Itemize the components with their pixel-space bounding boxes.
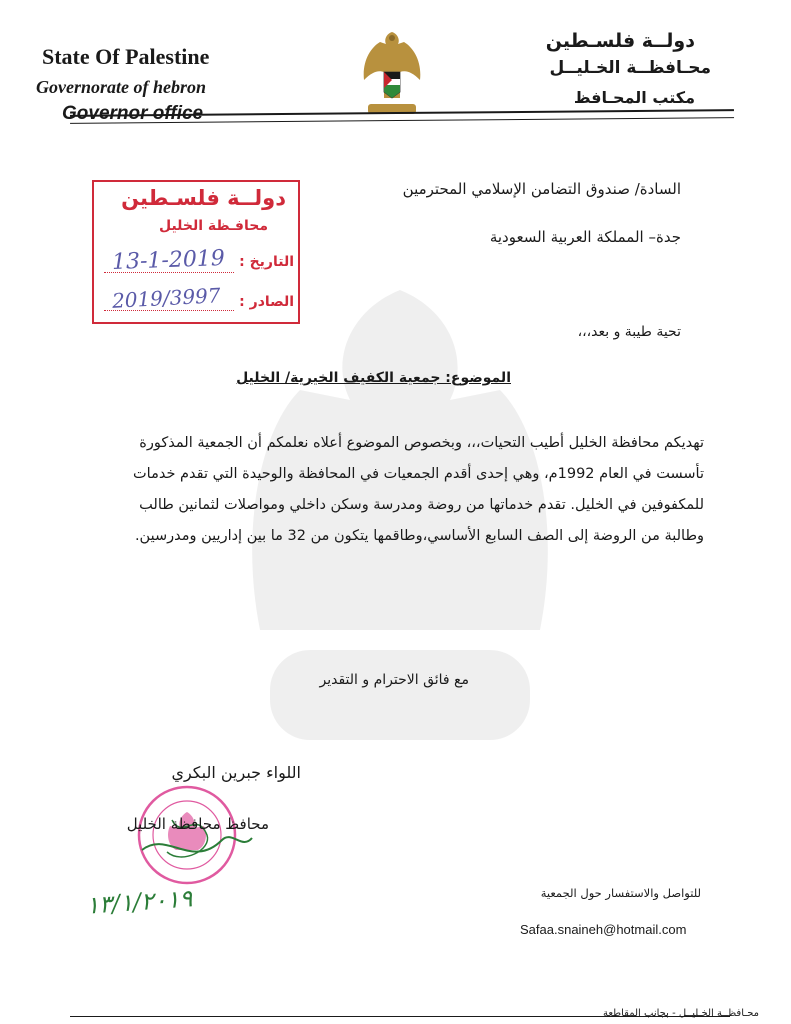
stamp-governorate-name: محافـظة الخليل [158,218,268,234]
governorate-name-ar: محـافظــة الخـليــل [549,58,711,78]
contact-email[interactable]: Safaa.snaineh@hotmail.com [520,922,687,937]
palestine-eagle-emblem-icon [356,28,428,120]
stamp-date-label: التاريخ : [239,254,294,270]
closing-line: مع فائق الاحترام و التقدير [319,672,469,688]
footer-address: محـافظــة الخـليــل - بجانب المقاطعة [602,1008,759,1019]
stamp-state-name: دولــة فلسـطين [121,186,286,210]
stamp-date-line [104,272,234,273]
greeting: تحية طيبة و بعد،،، [577,324,681,340]
letter-body: تهديكم محافظة الخليل أطيب التحيات،،، وبخصوص الموضوع أعلاه نعلمكم أن الجمعية المذكورة تأسست في العام 1992م، وهي إحدى أقدم الجمعيات في المحافظة والوحيدة التي تقدم خدمات للمكفوفين في الخليل. تقدم خدماتها من روضة ومدرسة وسكن داخلي ومواصلات لثمانين طالب وطالبة من الروضة إلى الصف السابع الأساسي،وطاقمها يتكون من 32 ما بين إداريين ومدرسين. [133,435,704,544]
state-name-en: State Of Palestine [42,44,210,69]
stamp-issue-number: 2019/3997 [111,283,222,313]
office-name-ar: مكتب المحـافظ [573,88,695,107]
registry-stamp [92,180,300,324]
governorate-name-en: Governorate of hebron [36,77,206,97]
recipient-line: السادة/ صندوق التضامن الإسلامي المحترمين [402,180,681,198]
handwritten-date: ١٣/١/٢٠١٩ [85,884,194,920]
stamp-issue-line [104,310,234,311]
contact-label: للتواصل والاستفسار حول الجمعية [540,886,701,900]
signatory-name: اللواء جبرين البكري [171,763,301,782]
state-name-ar: دولــة فلسـطين [545,30,695,52]
stamp-issue-label: الصادر : [239,294,294,310]
subject-line: الموضوع: جمعية الكفيف الخيرية/ الخليل [236,370,511,386]
signatory-title: محافظ محافظة الخليل [126,815,269,833]
recipient-location: جدة– المملكة العربية السعودية [489,228,681,246]
stamp-date-value: 13-1-2019 [111,246,226,275]
official-seal-stamp [112,780,262,890]
office-name-en: Governor office [62,103,204,124]
